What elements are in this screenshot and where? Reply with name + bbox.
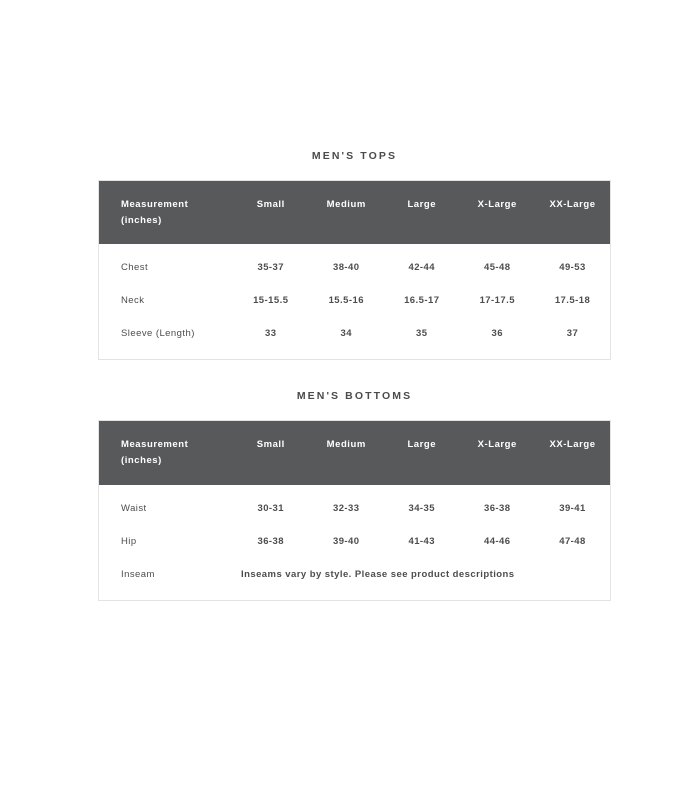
header-size-medium: Medium	[326, 199, 366, 210]
section-mens-tops	[98, 150, 611, 360]
cell-waist-medium: 32-33	[309, 485, 385, 525]
header-measurement-line1: Measurement	[121, 439, 189, 451]
header-size-large: Large	[407, 199, 437, 210]
header-measurement-line2: (inches)	[121, 455, 162, 467]
row-label-hip: Hip	[99, 525, 234, 558]
size-table-mens-bottoms	[98, 420, 611, 600]
table-body-mens-tops	[99, 244, 611, 360]
cell-waist-large: 34-35	[384, 485, 460, 525]
cell-waist-xlarge: 36-38	[460, 485, 536, 525]
header-measurement	[99, 421, 234, 485]
row-label-sleeve: Sleeve (Length)	[99, 317, 234, 360]
cell-chest-small: 35-37	[233, 244, 309, 284]
cell-chest-large: 42-44	[384, 244, 460, 284]
row-label-chest: Chest	[99, 244, 234, 284]
table-body-mens-bottoms	[99, 485, 611, 601]
cell-neck-small: 15-15.5	[233, 284, 309, 317]
table-header-mens-tops	[99, 181, 611, 245]
header-measurement	[99, 181, 234, 245]
size-table-mens-tops	[98, 180, 611, 360]
cell-sleeve-xlarge: 36	[460, 317, 536, 360]
header-measurement-line2: (inches)	[121, 214, 162, 226]
header-size-xlarge: X-Large	[477, 199, 517, 210]
cell-chest-xlarge: 45-48	[460, 244, 536, 284]
cell-neck-medium: 15.5-16	[309, 284, 385, 317]
header-size-medium: Medium	[326, 439, 366, 451]
table-row	[99, 244, 611, 284]
cell-sleeve-medium: 34	[309, 317, 385, 360]
cell-hip-xxlarge: 47-48	[535, 525, 611, 558]
row-label-waist: Waist	[99, 485, 234, 525]
header-size-xxlarge: XX-Large	[549, 199, 596, 210]
table-row	[99, 558, 611, 601]
table-row	[99, 317, 611, 360]
table-header-mens-bottoms	[99, 421, 611, 485]
section-title-mens-bottoms: MEN'S BOTTOMS	[296, 390, 413, 403]
cell-hip-large: 41-43	[384, 525, 460, 558]
table-row	[99, 485, 611, 525]
cell-neck-large: 16.5-17	[384, 284, 460, 317]
cell-chest-xxlarge: 49-53	[535, 244, 611, 284]
cell-sleeve-xxlarge: 37	[535, 317, 611, 360]
table-row	[99, 525, 611, 558]
table-row	[99, 284, 611, 317]
cell-sleeve-small: 33	[233, 317, 309, 360]
header-size-xxlarge: XX-Large	[549, 439, 596, 451]
header-size-small: Small	[256, 199, 285, 210]
inseam-note-text: Inseams vary by style. Please see product descriptions	[241, 568, 515, 580]
cell-sleeve-large: 35	[384, 317, 460, 360]
cell-chest-medium: 38-40	[309, 244, 385, 284]
cell-hip-medium: 39-40	[309, 525, 385, 558]
row-label-neck: Neck	[99, 284, 234, 317]
cell-hip-small: 36-38	[233, 525, 309, 558]
cell-hip-xlarge: 44-46	[460, 525, 536, 558]
section-title-mens-tops: MEN'S TOPS	[311, 150, 398, 162]
size-chart-content	[98, 150, 611, 601]
cell-waist-small: 30-31	[233, 485, 309, 525]
row-label-inseam: Inseam	[99, 558, 234, 601]
header-size-large: Large	[407, 439, 437, 451]
inseam-note	[233, 558, 611, 601]
section-mens-bottoms	[98, 390, 611, 600]
header-size-xlarge: X-Large	[477, 439, 517, 451]
cell-waist-xxlarge: 39-41	[535, 485, 611, 525]
cell-neck-xlarge: 17-17.5	[460, 284, 536, 317]
header-size-small: Small	[256, 439, 285, 451]
cell-neck-xxlarge: 17.5-18	[535, 284, 611, 317]
header-measurement-line1: Measurement	[121, 199, 189, 210]
header-row	[99, 421, 611, 485]
header-row	[99, 181, 611, 245]
